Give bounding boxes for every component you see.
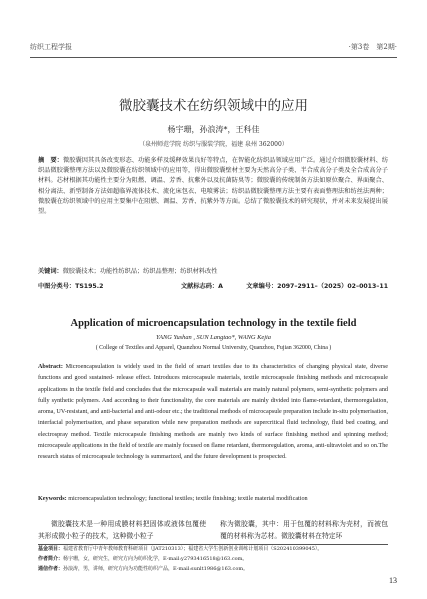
english-keywords-text: microencapsulation technology; functional textiles; textile finishing; textile material modification — [66, 496, 308, 502]
chinese-title: 微胶囊技术在纺织领域中的应用 — [119, 98, 308, 114]
english-keywords-label: Keywords: — [38, 496, 67, 502]
footnote-author-label: 作者简介： — [38, 556, 64, 562]
footnote-funding-label: 基金项目： — [38, 546, 64, 552]
chinese-abstract-label: 摘 要： — [38, 157, 64, 164]
page-number: 13 — [389, 576, 397, 585]
footnote-funding-text: 福建省教育厅中青年教师教育科研项目（JAT210313）；福建省大学生创新创业训练计划项目（S202410399045）。 — [63, 546, 323, 552]
footnote-funding — [38, 546, 388, 553]
clc-number: 中图分类号：TS195.2 — [38, 283, 104, 290]
english-authors: YANG Yushan , SUN Langtao*, WANG Kejia — [156, 334, 271, 341]
running-header — [30, 42, 397, 54]
body-column-left: 微胶囊技术是一种用成膜材料把固体或液体包覆使其形成微小粒子的技术，这种微小粒子 — [38, 520, 206, 540]
chinese-keywords — [38, 267, 388, 276]
english-affiliation: ( College of Textiles and Apparel, Quanzhou Normal University, Quanzhou, Fujian 362000, China ) — [95, 345, 332, 351]
classification-line — [38, 281, 388, 290]
footnote-corresponding — [38, 566, 388, 573]
chinese-keywords-label: 关键词： — [38, 268, 63, 275]
footnote-corresponding-label: 通信作者： — [38, 566, 64, 572]
document-code: 文献标志码：A — [181, 283, 223, 290]
footnote-corresponding-text: 孙浪涛，男，讲师，研究方向为功能性纺织产品，E-mail:sunlt1986@163.com。 — [63, 566, 249, 572]
issue-info: ·第3卷 第2期· — [348, 43, 397, 51]
footnote-author-text: 杨宇珊，女，研究生，研究方向为纺织化学，E-mail:y2793416518@163.com。 — [63, 556, 248, 562]
footnote-author — [38, 556, 388, 563]
journal-name: 纺织工程学报 — [30, 43, 72, 51]
body-column-right: 称为微胶囊，其中：用于包覆的材料称为壳材，而被包覆的材料称为芯材。微胶囊材料在特定环 — [220, 520, 388, 540]
english-abstract-text: Microencapsulation is widely used in the field of smart textiles due to its characteristics of changing physical state, diverse functions and good sustained- release effect. Introduces microcapsule materials, textile microcapsule finishing methods and microcapsule applications in the textile field and concludes that the microcapsule wall materials are mainly natural polymers, semi-synthetic polymers and fully synthetic polymers. And according to their functionality, the core materials are mainly divided into flame-retardant, thermoregulation, aroma, UV-resistant, and anti-bacterial and anti-odour etc.; the traditional methods of microcapsule preparation include in-situ polymerisation, interfacial polymerisation, and phase separation while new preparation methods are supercritical fluid technology, fluid bed coating, and electrospray method. Textile microcapsule finishing methods are mainly two kinds of surface finishing method and spinning method; microcapsule applications in the field of textile are mainly focused on flame retardant, thermoregulation, aroma, anti-ultraviolet and so on.The research status of microcapsule technology is summarized, and the future development is prospected. — [38, 364, 388, 461]
chinese-keywords-text: 微胶囊技术；功能性纺织品；纺织品整理；纺织材料改性 — [62, 268, 218, 275]
article-number: 文章编号：2097–2911–（2025）02–0013–11 — [246, 283, 388, 290]
english-keywords — [38, 494, 388, 504]
chinese-affiliation: （泉州师范学院 纺织与服装学院，福建 泉州 362000） — [139, 141, 288, 148]
english-abstract — [38, 362, 388, 464]
english-abstract-label: Abstract: — [38, 364, 63, 370]
chinese-abstract-text: 微胶囊因其具备改变形态、功能多样及缓释效果良好等特点，在智能化纺织品领域应用广泛。通过介绍微胶囊材料、纺织品微胶囊整理方法以及微胶囊在纺织领域中的应用等，得出微胶囊壁材主要为天然高分子类、半合成高分子类及全合成高分子材料。芯材根据其功能性主要分为阻燃、调温、芳香、抗紫外以及抗菌防臭等；微胶囊的传统制备方法如原位聚合、界面聚合、相分离法、新型制备方法如超临界流体技术、流化床包衣、电喷雾法；纺织品微胶囊整理方法主要有表面整理法和纺丝法两种；微胶囊在纺织领域中的应用主要集中在阻燃、调温、芳香、抗紫外等方面。总结了微胶囊技术的研究现状，并对未来发展提出展望。 — [38, 157, 389, 216]
footnote-rule — [38, 544, 388, 545]
chinese-authors: 杨宇珊，孙浪涛*，王科佳 — [167, 125, 260, 134]
header-rule — [30, 57, 397, 58]
english-title: Application of microencapsulation technology in the textile field — [70, 318, 357, 329]
chinese-abstract — [38, 156, 388, 217]
